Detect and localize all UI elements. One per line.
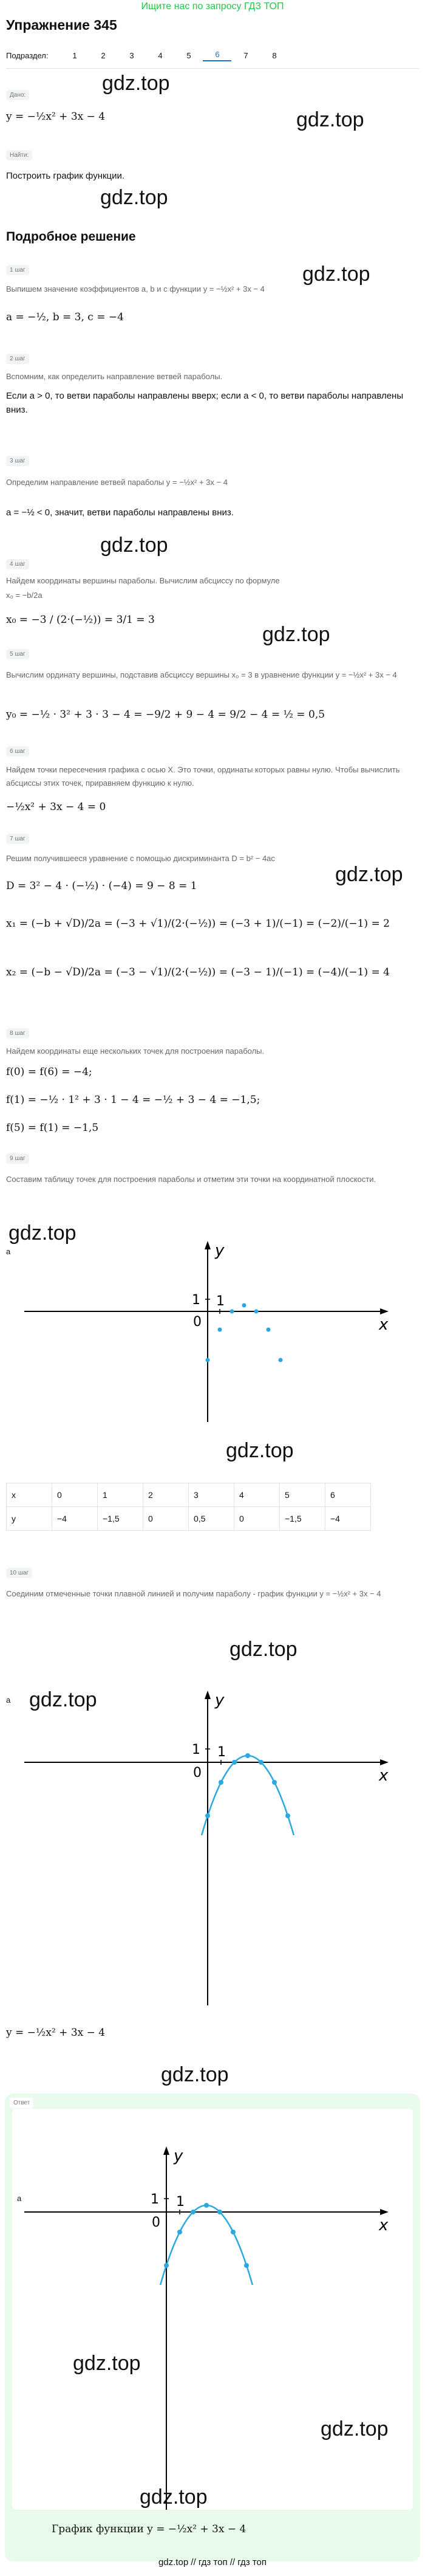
table-header-x: x [7,1483,52,1507]
data-point [191,2210,195,2214]
step-hint: Соединим отмеченные точки плавной линией и получим параболу - график функции y = −½x² + 3x − 4 [6,1589,381,1598]
watermark: gdz.top [262,623,330,646]
table-cell: −4 [52,1507,98,1531]
step-formula: x₀ = −3 / (2·(−½)) = 3/1 = 3 [6,614,155,626]
subsection-1[interactable]: 1 [72,51,77,60]
subsection-label: Подраздел: [6,51,49,60]
graph-corner-label: a [6,1247,11,1256]
data-point [254,1310,259,1314]
x-axis-label: x [379,1767,389,1785]
data-point [285,1813,290,1818]
watermark: gdz.top [100,534,168,557]
data-point [204,2203,209,2208]
step-tag: 8 шаг [6,1028,29,1039]
watermark: gdz.top [140,2485,208,2509]
parabola-curve [160,2205,253,2285]
data-point [218,1328,222,1332]
subsection-4[interactable]: 4 [158,51,163,60]
data-point [245,1753,250,1758]
watermark: gdz.top [335,863,403,886]
step-tag: 3 шаг [6,456,29,466]
step-tag: 1 шаг [6,265,29,275]
y-axis-label: y [174,2147,183,2165]
table-cell: 6 [325,1483,371,1507]
table-header-y: y [7,1507,52,1531]
subsection-3[interactable]: 3 [129,51,134,60]
data-point [206,1358,210,1362]
page-title: Упражнение 345 [6,17,117,33]
answer-parabola-graph [12,2109,413,2510]
step-formula: f(0) = f(6) = −4; [6,1066,92,1078]
given-tag: Дано: [6,90,29,100]
watermark: gdz.top [302,263,370,286]
y-axis-arrow [205,1691,211,1699]
x-tick-label: 1 [216,1294,225,1309]
table-cell: −4 [325,1507,371,1531]
parabola-curve [202,1756,294,1835]
step-tag: 6 шаг [6,746,29,757]
step-tag: 2 шаг [6,354,29,364]
find-text: Построить график функции. [6,171,125,181]
data-point [242,1303,246,1308]
step-tag: 7 шаг [6,834,29,844]
y-tick-label: 1 [192,1742,200,1757]
data-point [232,1760,237,1765]
step-formula: y = −½x² + 3x − 4 [6,2027,106,2039]
data-point [267,1328,271,1332]
search-link[interactable]: Ищите нас по запросу ГДЗ ТОП [141,1,284,12]
step-tag: 5 шаг [6,649,29,659]
table-cell: 2 [143,1483,189,1507]
step-tag: 4 шаг [6,559,29,569]
step-tag: 9 шаг [6,1153,29,1164]
watermark: gdz.top [321,2417,389,2440]
subsection-2[interactable]: 2 [101,51,106,60]
step-formula: a = −½, b = 3, c = −4 [6,311,124,323]
subsection-nav [6,50,288,61]
watermark: gdz.top [100,186,168,209]
watermark: gdz.top [226,1439,294,1462]
answer-tag: Ответ [10,2098,33,2108]
step-formula-x2: x₂ = (−b − √D)/2a = (−3 − √1)/(2·(−½)) = (−3 − 1)/(−1) = (−4)/(−1) = 4 [6,966,390,978]
step-hint: Вспомним, как определить направление ветвей параболы. [6,372,223,381]
step-formula-hint: x₀ = −b/2a [6,591,42,600]
data-point [177,2230,182,2234]
data-point [244,2263,249,2268]
watermark: gdz.top [102,72,170,95]
watermark: gdz.top [8,1221,76,1245]
y-tick-label: 1 [192,1293,200,1308]
y-axis-arrow [205,1241,211,1249]
y-axis-label: y [215,1242,225,1260]
x-axis-label: x [379,1316,389,1334]
step-hint: Составим таблицу точек для построения параболы и отметим эти точки на координатной плоскости. [6,1175,376,1184]
step-formula: −½x² + 3x − 4 = 0 [6,801,106,813]
watermark: gdz.top [229,1638,298,1661]
table-cell: 1 [98,1483,143,1507]
step-formula: f(1) = −½ · 1² + 3 · 1 − 4 = −½ + 3 − 4 = −1,5; [6,1094,260,1106]
step-formula: D = 3² − 4 · (−½) · (−4) = 9 − 8 = 1 [6,880,197,892]
table-cell: 3 [189,1483,234,1507]
data-point [205,1813,210,1818]
subsection-5[interactable]: 5 [186,51,191,60]
divider [6,68,419,69]
table-cell: 0 [143,1507,189,1531]
graph-corner-label: a [17,2194,22,2203]
step-hint: Определим направление ветвей параболы y = −½x² + 3x − 4 [6,478,228,487]
y-axis-label: y [215,1691,225,1709]
x-tick-label: 1 [217,1745,226,1760]
data-point [259,1760,264,1765]
table-cell: 5 [280,1483,325,1507]
step-hint: Выпишем значение коэффициентов a, b и c функции y = −½x² + 3x − 4 [6,284,265,294]
step-text: Если a > 0, то ветви параболы направлены вверх; если a < 0, то ветви параболы направлены вниз. [6,391,404,416]
graph-corner-label: a [6,1695,11,1705]
answer-caption: График функции y = −½x² + 3x − 4 [52,2523,246,2535]
given-formula: y = −½x² + 3x − 4 [6,111,106,123]
table-cell: 0 [52,1483,98,1507]
step-text: a = −½ < 0, значит, ветви параболы направлены вниз. [6,507,234,518]
x-axis-arrow [380,2209,389,2215]
points-graph [0,1215,425,1428]
footer-links[interactable]: gdz.top // гдз топ // гдз топ [158,2557,267,2567]
origin-label: 0 [193,1314,202,1330]
watermark: gdz.top [29,1688,97,1711]
x-axis-arrow [380,1308,389,1314]
subsection-7[interactable]: 7 [243,51,248,60]
data-point [279,1358,283,1362]
x-tick-label: 1 [176,2194,185,2210]
step-formula-x1: x₁ = (−b + √D)/2a = (−3 + √1)/(2·(−½)) = (−3 + 1)/(−1) = (−2)/(−1) = 2 [6,918,390,930]
values-table [6,1483,371,1531]
y-axis-arrow [163,2146,169,2155]
table-cell: 0,5 [189,1507,234,1531]
step-formula: y₀ = −½ · 3² + 3 · 3 − 4 = −9/2 + 9 − 4 = 9/2 − 4 = ½ = 0,5 [6,709,325,721]
find-tag: Найти: [6,150,32,160]
data-point [231,2230,236,2234]
origin-label: 0 [152,2215,160,2230]
data-point [219,1780,223,1785]
subsection-8[interactable]: 8 [272,51,277,60]
origin-label: 0 [193,1765,202,1781]
table-cell: 0 [234,1507,280,1531]
step-hint: Найдем координаты вершины параболы. Вычислим абсциссу по формуле [6,576,280,585]
subsection-6-active[interactable]: 6 [203,50,231,61]
step-formula: f(5) = f(1) = −1,5 [6,1122,99,1134]
data-point [272,1780,277,1785]
data-point [217,2210,222,2214]
table-cell: −1,5 [98,1507,143,1531]
step-hint: Вычислим ординату вершины, подставив абсциссу вершины x₀ = 3 в уравнение функции y = −½x² + 3x − 4 [6,670,397,679]
step-hint: Найдем координаты еще нескольких точек для построения параболы. [6,1046,265,1056]
step-tag: 10 шаг [6,1568,32,1578]
parabola-graph [0,1665,425,2005]
data-point [164,2263,169,2268]
step-hint: Решим получившееся уравнение с помощью дискриминанта D = b² − 4ac [6,854,275,863]
x-axis-arrow [380,1759,389,1765]
x-axis-label: x [379,2216,389,2234]
table-cell: 4 [234,1483,280,1507]
data-point [230,1310,234,1314]
step-hint: Найдем точки пересечения графика с осью X. Это точки, ординаты которых равны нулю. Чтобы вычислить абсциссы этих точек, приравняем функцию к нулю. [6,765,400,788]
y-tick-label: 1 [151,2192,159,2207]
watermark: gdz.top [161,2063,229,2086]
watermark: gdz.top [296,108,364,131]
watermark: gdz.top [73,2352,141,2375]
solution-title: Подробное решение [6,230,136,244]
table-cell: −1,5 [280,1507,325,1531]
